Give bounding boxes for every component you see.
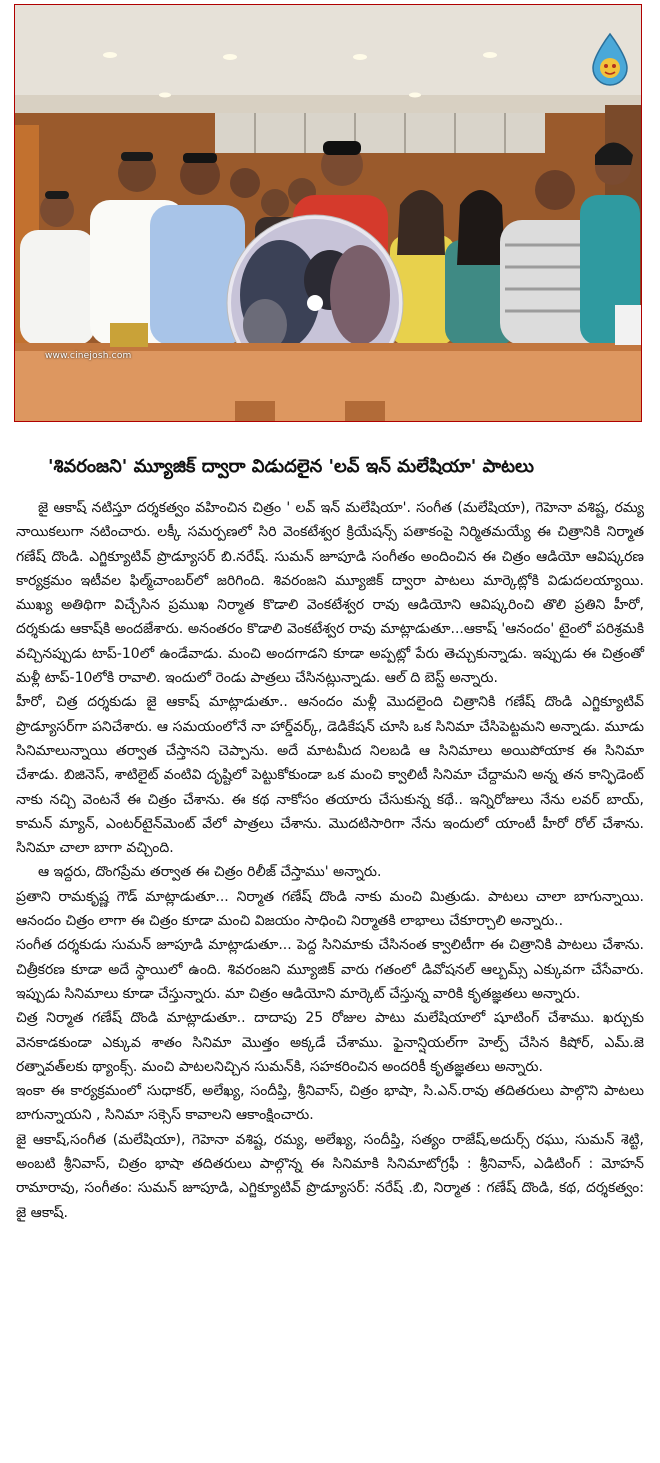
article-headline: 'శివరంజని' మ్యూజిక్ ద్వారా విడుదలైన 'లవ్ ఇన్ మలేషియా' పాటలు [48, 456, 534, 477]
article-paragraph: ఆ ఇద్దరు, దొంగప్రేమ తర్వాత ఈ చిత్రం రిలీజ్ చేస్తాము' అన్నారు. [38, 864, 382, 881]
cinejosh-logo-icon [585, 30, 635, 90]
article-paragraph: జై ఆకాష్,సంగీత (మలేషియా), గెహెనా వశిష్ట, రమ్య, అలేఖ్య, సందీప్తి, సత్యం రాజేష్,అదుర్స్ రఘు, సుమన్ శెట్టి, అంబటి శ్రీనివాస్, చిత్రం భాషా తదితరులు పాల్గొన్న ఈ సినిమాకి సినిమాటోగ్రఫీ : శ్రీనివాస్, ఎడిటింగ్ : మోహన్ రామారావు, సంగీతం: సుమన్ జూపూడి, ఎగ్జిక్యూటివ్ ప్రొడ్యూసర్: నరేష్ .బి, నిర్మాత : గణేష్ దొండి, కథ, దర్శకత్వం: జై ఆకాష్. [16, 1131, 644, 1221]
event-photo [14, 4, 642, 422]
article-paragraph: హీరో, చిత్ర దర్శకుడు జై ఆకాష్ మాట్లాడుతూ.. ఆనందం మళ్లీ మొదలైంది చిత్రానికి గణేష్ దొండి ఎగ్జిక్యూటివ్ ప్రొడ్యూసర్‌గా పనిచేశారు. ఆ సమయంలోనే నా హార్డ్‌వర్క్, డెడికేషన్ చూసి ఒక సినిమా చేసిపెట్టమని అన్నాడు. మూడు సినిమాలున్నాయి తర్వాత చేస్తానని చెప్పాను. అదే మాటమీద నిలబడి ఆ సినిమాలు అయిపోయాక ఈ సినిమా చేశాడు. బిజినెస్, శాటిలైట్ వంటివి దృష్టిలో పెట్టుకోకుండా ఒక మంచి క్వాలిటీ సినిమా చేద్దామని అన్న తన కాన్ఫిడెంట్ నాకు నచ్చి వెంటనే ఈ చిత్రం చేశాను. ఈ కథ నాకోసం తయారు చేసుకున్న కథే.. ఇన్నిరోజులు నేను లవర్ బాయ్, కామన్ మ్యాన్, ఎంటర్‌టైన్‌మెంట్ వేలో పాత్రలు చేశాను. మొదటిసారిగా నేను ఇందులో యాంటీ హీరో రోల్ చేశాను. సినిమా చాలా బాగా వచ్చింది. [16, 694, 644, 857]
photo-watermark: www.cinejosh.com [45, 351, 132, 361]
article-paragraph: ప్రతాని రామకృష్ణ గౌడ్ మాట్లాడుతూ... నిర్మాత గణేష్ దొండి నాకు మంచి మిత్రుడు. పాటలు చాలా బాగున్నాయి. ఆనందం చిత్రం లాగా ఈ చిత్రం కూడా మంచి విజయం సాధించి నిర్మాతకి లాభాలు చేకూర్చాలి అన్నారు.. [16, 888, 644, 930]
article-paragraph: ఇంకా ఈ కార్యక్రమంలో సుధాకర్, అలేఖ్య, సందీప్తి, శ్రీనివాస్, చిత్రం భాషా, సి.ఎన్.రావు తదితరులు పాల్గొని పాటలు బాగున్నాయని , సినిమా సక్సెస్ కావాలని ఆకాంక్షించారు. [16, 1083, 644, 1124]
article-body [16, 496, 644, 1225]
article-paragraph: జై ఆకాష్ నటిస్తూ దర్శకత్వం వహించిన చిత్రం ' లవ్ ఇన్ మలేషియా'. సంగీత (మలేషియా), గెహెనా వశిష్ట, రమ్య నాయికలుగా నటించారు. లక్కీ సమర్పణలో సిరి వెంకటేశ్వర క్రియేషన్స్ పతాకంపై నిర్మితమయ్యే ఈ చిత్రానికి నిర్మాత గణేష్ దొండి. ఎగ్జిక్యూటివ్ ప్రొడ్యూసర్ బి.నరేష్. సుమన్ జూపూడి సంగీతం అందించిన ఈ చిత్రం ఆడియో ఆవిష్కరణ కార్యక్రమం ఇటీవల ఫిల్మ్‌చాంబర్‌లో జరిగింది. శివరంజని మ్యూజిక్ ద్వారా పాటలు మార్కెట్లోకి విడుదలయ్యాయి. ముఖ్య అతిథిగా విచ్చేసిన ప్రముఖ నిర్మాత కొడాలి వెంకటేశ్వర రావు ఆడియోని ఆవిష్కరించి తొలి ప్రతిని హీరో, దర్శకుడు ఆకాష్‌కి అందజేశారు. అనంతరం కొడాలి వెంకటేశ్వర రావు మాట్లాడుతూ...ఆకాష్ 'ఆనందం' టైంలో పరిశ్రమకి వచ్చినప్పుడు టాప్-10లో ఉండేవాడు. మంచి అందగాడని కూడా అప్పట్లో పేరు తెచ్చుకున్నాడు. ఇప్పుడు ఈ చిత్రంతో మళ్లీ టాప్-10లోకి రావాలి. ఇందులో రెండు పాత్రలు చేసినట్లున్నాడు. ఆల్ ది బెస్ట్ అన్నారు. [16, 500, 644, 687]
article-paragraph: సంగీత దర్శకుడు సుమన్ జూపూడి మాట్లాడుతూ... పెద్ద సినిమాకు చేసినంత క్వాలిటీగా ఈ చిత్రానికి పాటలు చేశాను. చిత్రీకరణ కూడా అదే స్థాయిలో ఉంది. శివరంజని మ్యూజిక్ వారు గతంలో డివోషనల్ ఆల్బమ్స్ ఎక్కువగా చేసేవారు. ఇప్పుడు సినిమాలు కూడా చేస్తున్నారు. మా చిత్రం ఆడియోని మార్కెట్ చేస్తున్న వారికి కృతజ్ఞతలు అన్నారు. [16, 937, 644, 1002]
article-paragraph: చిత్ర నిర్మాత గణేష్ దొండి మాట్లాడుతూ.. దాదాపు 25 రోజుల పాటు మలేషియాలో షూటింగ్ చేశాము. ఖర్చుకు వెనకాడకుండా ఎక్కువ శాతం సినిమా మొత్తం అక్కడే చేశాము. ఫైనాన్షియల్‌గా హెల్ప్ చేసిన కిషోర్, ఎమ్.జె రత్నావత్‌లకు థ్యాంక్స్. మంచి పాటలనిచ్చిన సుమన్‌కి, సహకరించిన అందరికీ కృతజ్ఞతలు అన్నారు. [16, 1010, 644, 1075]
